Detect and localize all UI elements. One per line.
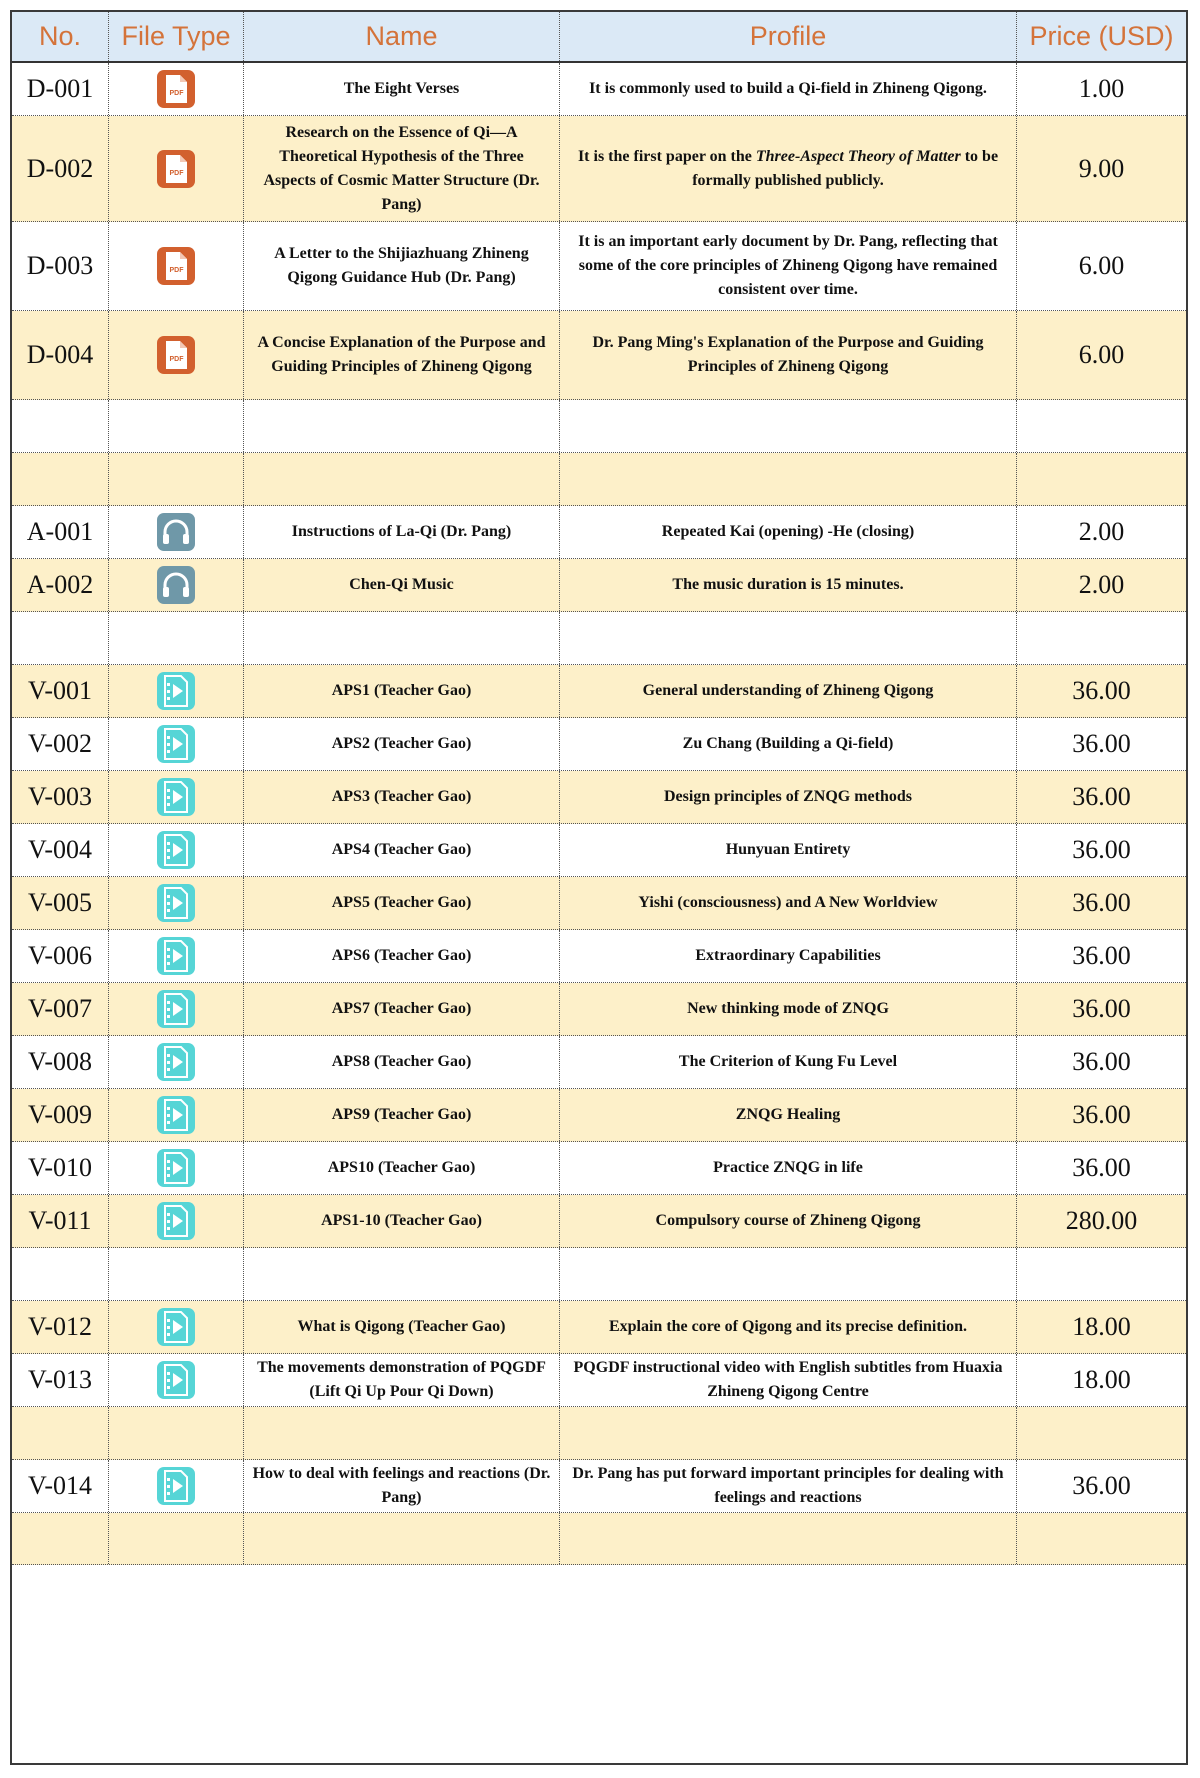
- video-file-icon: [156, 1201, 196, 1241]
- table-row: [12, 1195, 1186, 1248]
- item-profile: ZNQG Healing: [560, 1089, 1017, 1141]
- file-type-cell: [109, 1354, 244, 1406]
- item-number: [12, 453, 109, 505]
- item-profile: Dr. Pang Ming's Explanation of the Purpose and Guiding Principles of Zhineng Qigong: [560, 311, 1017, 399]
- table-header: [12, 12, 1186, 63]
- item-price: 36.00: [1072, 1153, 1131, 1182]
- item-price: [1017, 400, 1186, 452]
- table-row: [12, 1036, 1186, 1089]
- item-profile: The music duration is 15 minutes.: [560, 559, 1017, 611]
- table-row: [12, 311, 1186, 400]
- pdf-icon: [156, 246, 196, 286]
- table-row: [12, 983, 1186, 1036]
- item-price: 36.00: [1072, 729, 1131, 758]
- item-price: 36.00: [1072, 994, 1131, 1023]
- item-number: V-009: [12, 1089, 109, 1141]
- item-number: V-013: [12, 1354, 109, 1406]
- file-type-cell: [109, 1460, 244, 1512]
- item-name: APS10 (Teacher Gao): [244, 1142, 560, 1194]
- file-type-cell: [109, 1301, 244, 1353]
- svg-text:PDF: PDF: [169, 267, 184, 274]
- item-profile: [560, 1513, 1017, 1564]
- item-name: [244, 612, 560, 664]
- item-price: [1017, 1407, 1186, 1459]
- item-profile: Compulsory course of Zhineng Qigong: [560, 1195, 1017, 1247]
- item-name: APS3 (Teacher Gao): [244, 771, 560, 823]
- column-header-no: No.: [12, 12, 109, 61]
- video-file-icon: [156, 989, 196, 1029]
- empty-row: [12, 400, 1186, 453]
- pdf-icon: [156, 69, 196, 109]
- item-profile: Hunyuan Entirety: [560, 824, 1017, 876]
- item-price: 2.00: [1078, 517, 1125, 546]
- video-file-icon: [156, 1360, 196, 1400]
- item-number: A-002: [12, 559, 109, 611]
- item-number: V-003: [12, 771, 109, 823]
- file-type-cell: [109, 222, 244, 310]
- item-price: 6.00: [1078, 340, 1125, 369]
- item-number: V-012: [12, 1301, 109, 1353]
- item-profile: It is commonly used to build a Qi-field in Zhineng Qigong.: [560, 63, 1017, 115]
- item-profile: Zu Chang (Building a Qi-field): [560, 718, 1017, 770]
- item-price: 36.00: [1072, 676, 1131, 705]
- item-profile: Yishi (consciousness) and A New Worldview: [560, 877, 1017, 929]
- headphones-icon: [156, 512, 196, 552]
- item-name: APS4 (Teacher Gao): [244, 824, 560, 876]
- item-price: 280.00: [1065, 1206, 1138, 1235]
- file-type-cell: [109, 824, 244, 876]
- item-price: 6.00: [1078, 251, 1125, 280]
- file-type-cell: [109, 1142, 244, 1194]
- item-profile: [560, 1248, 1017, 1300]
- item-number: [12, 400, 109, 452]
- video-file-icon: [156, 883, 196, 923]
- item-profile: Design principles of ZNQG methods: [560, 771, 1017, 823]
- file-type-cell: [109, 771, 244, 823]
- item-number: V-011: [12, 1195, 109, 1247]
- pdf-icon: [156, 149, 196, 189]
- item-price: 36.00: [1072, 941, 1131, 970]
- item-profile: [560, 400, 1017, 452]
- item-price: 36.00: [1072, 782, 1131, 811]
- item-name: Chen-Qi Music: [244, 559, 560, 611]
- item-price: 18.00: [1072, 1312, 1131, 1341]
- table-row: [12, 665, 1186, 718]
- file-type-cell: [109, 1248, 244, 1300]
- item-number: V-014: [12, 1460, 109, 1512]
- video-file-icon: [156, 671, 196, 711]
- table-row: [12, 1301, 1186, 1354]
- item-profile: Repeated Kai (opening) -He (closing): [560, 506, 1017, 558]
- item-name: APS1 (Teacher Gao): [244, 665, 560, 717]
- table-row: [12, 718, 1186, 771]
- item-profile: It is an important early document by Dr. Pang, reflecting that some of the core principles of Zhineng Qigong have remained consistent over time.: [560, 222, 1017, 310]
- table-row: [12, 1460, 1186, 1513]
- item-name: [244, 1407, 560, 1459]
- table-row: [12, 116, 1186, 222]
- item-name: A Concise Explanation of the Purpose and Guiding Principles of Zhineng Qigong: [244, 311, 560, 399]
- item-name: [244, 1513, 560, 1564]
- item-name: What is Qigong (Teacher Gao): [244, 1301, 560, 1353]
- item-price: [1017, 1248, 1186, 1300]
- file-type-cell: [109, 559, 244, 611]
- item-number: V-004: [12, 824, 109, 876]
- table-row: [12, 1354, 1186, 1407]
- svg-text:PDF: PDF: [169, 356, 184, 363]
- item-name: Instructions of La-Qi (Dr. Pang): [244, 506, 560, 558]
- item-price: [1017, 612, 1186, 664]
- file-type-cell: [109, 718, 244, 770]
- price-list-table: [10, 10, 1188, 1765]
- empty-row: [12, 453, 1186, 506]
- svg-text:PDF: PDF: [169, 90, 184, 97]
- item-profile: Practice ZNQG in life: [560, 1142, 1017, 1194]
- table-row: [12, 559, 1186, 612]
- item-price: 18.00: [1072, 1365, 1131, 1394]
- item-name: [244, 453, 560, 505]
- item-number: V-007: [12, 983, 109, 1035]
- video-file-icon: [156, 936, 196, 976]
- column-header-price: Price (USD): [1029, 21, 1174, 51]
- item-name: APS7 (Teacher Gao): [244, 983, 560, 1035]
- file-type-cell: [109, 1407, 244, 1459]
- item-price: 9.00: [1078, 153, 1125, 183]
- item-price: [1017, 453, 1186, 505]
- video-file-icon: [156, 1095, 196, 1135]
- file-type-cell: [109, 311, 244, 399]
- item-name: The movements demonstration of PQGDF (Lift Qi Up Pour Qi Down): [244, 1354, 560, 1406]
- file-type-cell: [109, 453, 244, 505]
- table-row: [12, 222, 1186, 311]
- item-profile: Dr. Pang has put forward important principles for dealing with feelings and reactions: [560, 1460, 1017, 1512]
- video-file-icon: [156, 830, 196, 870]
- item-profile: PQGDF instructional video with English subtitles from Huaxia Zhineng Qigong Centre: [560, 1354, 1017, 1406]
- item-number: D-001: [12, 63, 109, 115]
- item-profile: [560, 612, 1017, 664]
- pdf-icon: [156, 335, 196, 375]
- item-price: 36.00: [1072, 1047, 1131, 1076]
- item-name: [244, 400, 560, 452]
- item-price: 36.00: [1072, 888, 1131, 917]
- item-profile: [560, 116, 1017, 221]
- item-number: A-001: [12, 506, 109, 558]
- item-number: V-001: [12, 665, 109, 717]
- item-price: 36.00: [1072, 835, 1131, 864]
- file-type-cell: [109, 612, 244, 664]
- item-price: 36.00: [1072, 1471, 1131, 1500]
- video-file-icon: [156, 1042, 196, 1082]
- file-type-cell: [109, 1195, 244, 1247]
- file-type-cell: [109, 506, 244, 558]
- item-name: APS9 (Teacher Gao): [244, 1089, 560, 1141]
- item-number: V-008: [12, 1036, 109, 1088]
- table-row: [12, 877, 1186, 930]
- item-number: [12, 1407, 109, 1459]
- item-number: D-002: [12, 116, 109, 221]
- empty-row: [12, 1407, 1186, 1460]
- item-profile: Explain the core of Qigong and its precise definition.: [560, 1301, 1017, 1353]
- file-type-cell: [109, 665, 244, 717]
- item-number: V-002: [12, 718, 109, 770]
- file-type-cell: [109, 1089, 244, 1141]
- item-name: APS1-10 (Teacher Gao): [244, 1195, 560, 1247]
- empty-row: [12, 1248, 1186, 1301]
- file-type-cell: [109, 116, 244, 221]
- item-number: V-005: [12, 877, 109, 929]
- item-name: [244, 1248, 560, 1300]
- video-file-icon: [156, 724, 196, 764]
- item-name: Research on the Essence of Qi—A Theoretical Hypothesis of the Three Aspects of Cosmic Matter Structure (Dr. Pang): [244, 116, 560, 221]
- item-number: [12, 1513, 109, 1564]
- item-name: APS8 (Teacher Gao): [244, 1036, 560, 1088]
- table-row: [12, 63, 1186, 116]
- item-name: The Eight Verses: [244, 63, 560, 115]
- item-profile: Extraordinary Capabilities: [560, 930, 1017, 982]
- profile-text: It is the first paper on the Three-Aspect Theory of Matter to be formally published publicly.: [577, 147, 999, 189]
- item-number: D-004: [12, 311, 109, 399]
- column-header-name: Name: [244, 12, 560, 61]
- file-type-cell: [109, 983, 244, 1035]
- item-price: 36.00: [1072, 1100, 1131, 1129]
- item-name: How to deal with feelings and reactions (Dr. Pang): [244, 1460, 560, 1512]
- item-profile: [560, 1407, 1017, 1459]
- table-row: [12, 771, 1186, 824]
- item-profile: [560, 453, 1017, 505]
- item-name: A Letter to the Shijiazhuang Zhineng Qigong Guidance Hub (Dr. Pang): [244, 222, 560, 310]
- file-type-cell: [109, 877, 244, 929]
- file-type-cell: [109, 63, 244, 115]
- item-number: [12, 612, 109, 664]
- item-price: 1.00: [1078, 74, 1125, 103]
- table-row: [12, 1142, 1186, 1195]
- column-header-profile: Profile: [560, 12, 1017, 61]
- file-type-cell: [109, 400, 244, 452]
- item-profile: General understanding of Zhineng Qigong: [560, 665, 1017, 717]
- video-file-icon: [156, 777, 196, 817]
- theory-name-emphasis: Three-Aspect Theory of Matter: [755, 147, 961, 165]
- item-name: APS2 (Teacher Gao): [244, 718, 560, 770]
- column-header-file-type: File Type: [109, 12, 244, 61]
- file-type-cell: [109, 1513, 244, 1564]
- item-profile: The Criterion of Kung Fu Level: [560, 1036, 1017, 1088]
- item-name: APS5 (Teacher Gao): [244, 877, 560, 929]
- item-number: V-010: [12, 1142, 109, 1194]
- item-price: [1017, 1513, 1186, 1564]
- svg-text:PDF: PDF: [169, 169, 184, 177]
- empty-row: [12, 1513, 1186, 1565]
- video-file-icon: [156, 1148, 196, 1188]
- empty-row: [12, 612, 1186, 665]
- table-row: [12, 506, 1186, 559]
- video-file-icon: [156, 1307, 196, 1347]
- item-number: D-003: [12, 222, 109, 310]
- video-file-icon: [156, 1466, 196, 1506]
- file-type-cell: [109, 930, 244, 982]
- item-profile: New thinking mode of ZNQG: [560, 983, 1017, 1035]
- table-row: [12, 824, 1186, 877]
- item-number: [12, 1248, 109, 1300]
- table-row: [12, 1089, 1186, 1142]
- table-row: [12, 930, 1186, 983]
- file-type-cell: [109, 1036, 244, 1088]
- item-price: 2.00: [1078, 570, 1125, 599]
- item-number: V-006: [12, 930, 109, 982]
- headphones-icon: [156, 565, 196, 605]
- item-name: APS6 (Teacher Gao): [244, 930, 560, 982]
